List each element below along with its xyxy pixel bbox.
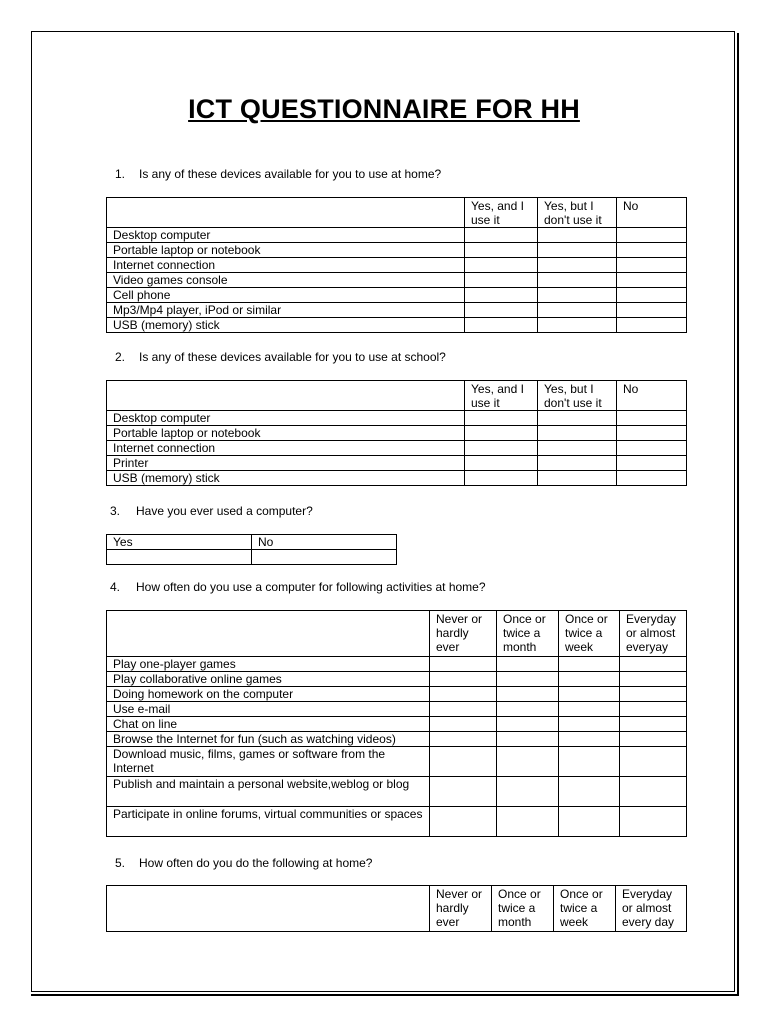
question-1-text: Is any of these devices available for you to use at home? <box>139 167 442 181</box>
answer-cell[interactable] <box>617 456 687 471</box>
answer-cell[interactable] <box>617 288 687 303</box>
row-label: Portable laptop or notebook <box>107 243 465 258</box>
answer-cell[interactable] <box>430 777 497 807</box>
answer-cell[interactable] <box>559 717 620 732</box>
answer-cell[interactable] <box>538 273 617 288</box>
answer-cell[interactable] <box>497 777 559 807</box>
answer-cell[interactable] <box>465 426 538 441</box>
answer-cell[interactable] <box>465 471 538 486</box>
answer-cell[interactable] <box>620 732 687 747</box>
home-activities-table <box>106 885 687 932</box>
header-blank-cell <box>107 886 430 932</box>
no-header-cell: No <box>252 535 397 550</box>
header-cell: Never or hardly ever <box>430 886 492 932</box>
answer-cell[interactable] <box>617 426 687 441</box>
answer-cell[interactable] <box>617 411 687 426</box>
answer-cell[interactable] <box>430 717 497 732</box>
answer-cell[interactable] <box>559 747 620 777</box>
answer-cell[interactable] <box>538 243 617 258</box>
question-3-text: Have you ever used a computer? <box>136 504 313 518</box>
row-label: Cell phone <box>107 288 465 303</box>
answer-cell[interactable] <box>538 456 617 471</box>
row-label: Play one-player games <box>107 657 430 672</box>
question-5-text: How often do you do the following at home? <box>139 856 373 870</box>
answer-cell[interactable] <box>617 303 687 318</box>
answer-cell[interactable] <box>465 243 538 258</box>
header-blank-cell <box>107 198 465 228</box>
header-cell: Yes, but I don't use it <box>538 381 617 411</box>
answer-cell[interactable] <box>620 687 687 702</box>
answer-cell[interactable] <box>559 777 620 807</box>
row-label: Participate in online forums, virtual communities or spaces <box>107 807 430 837</box>
header-cell: Once or twice a month <box>492 886 554 932</box>
row-label: Desktop computer <box>107 411 465 426</box>
answer-cell[interactable] <box>430 807 497 837</box>
row-label: USB (memory) stick <box>107 471 465 486</box>
row-label: Internet connection <box>107 441 465 456</box>
header-cell: Yes, and I use it <box>465 381 538 411</box>
question-5 <box>115 856 372 870</box>
answer-cell[interactable] <box>620 777 687 807</box>
answer-cell[interactable] <box>559 687 620 702</box>
answer-cell[interactable] <box>430 657 497 672</box>
answer-cell[interactable] <box>465 411 538 426</box>
answer-cell[interactable] <box>538 318 617 333</box>
yes-header-cell: Yes <box>107 535 252 550</box>
answer-cell[interactable] <box>617 273 687 288</box>
answer-cell[interactable] <box>465 228 538 243</box>
answer-cell[interactable] <box>465 456 538 471</box>
answer-cell[interactable] <box>538 471 617 486</box>
answer-cell[interactable] <box>465 318 538 333</box>
row-label: Download music, films, games or software from the Internet <box>107 747 430 777</box>
answer-cell[interactable] <box>107 550 252 565</box>
answer-cell[interactable] <box>430 672 497 687</box>
computer-use-table <box>106 534 397 565</box>
answer-cell[interactable] <box>465 258 538 273</box>
row-label: Video games console <box>107 273 465 288</box>
row-label: Browse the Internet for fun (such as watching videos) <box>107 732 430 747</box>
answer-cell[interactable] <box>617 243 687 258</box>
answer-cell[interactable] <box>497 657 559 672</box>
answer-cell[interactable] <box>430 687 497 702</box>
answer-cell[interactable] <box>559 732 620 747</box>
answer-cell[interactable] <box>559 672 620 687</box>
question-2-number: 2. <box>115 350 126 364</box>
answer-cell[interactable] <box>538 228 617 243</box>
question-5-number: 5. <box>115 856 126 870</box>
row-label: Internet connection <box>107 258 465 273</box>
question-2-text: Is any of these devices available for you to use at school? <box>139 350 446 364</box>
page-border-shadow-bottom <box>31 994 738 996</box>
answer-cell[interactable] <box>617 471 687 486</box>
answer-cell[interactable] <box>465 273 538 288</box>
answer-cell[interactable] <box>497 807 559 837</box>
answer-cell[interactable] <box>559 807 620 837</box>
page-title: ICT QUESTIONNAIRE FOR HH <box>188 94 580 124</box>
row-label: Desktop computer <box>107 228 465 243</box>
row-label: USB (memory) stick <box>107 318 465 333</box>
activities-table <box>106 610 687 837</box>
row-label: Printer <box>107 456 465 471</box>
answer-cell[interactable] <box>620 807 687 837</box>
answer-cell[interactable] <box>465 303 538 318</box>
header-cell: No <box>617 381 687 411</box>
answer-cell[interactable] <box>430 747 497 777</box>
header-cell: Once or twice a month <box>497 611 559 657</box>
question-2 <box>115 350 446 364</box>
answer-cell[interactable] <box>538 258 617 273</box>
answer-cell[interactable] <box>620 717 687 732</box>
row-label: Mp3/Mp4 player, iPod or similar <box>107 303 465 318</box>
question-4 <box>110 580 486 594</box>
question-1-number: 1. <box>115 167 126 181</box>
row-label: Chat on line <box>107 717 430 732</box>
answer-cell[interactable] <box>497 732 559 747</box>
answer-cell[interactable] <box>538 288 617 303</box>
question-4-text: How often do you use a computer for following activities at home? <box>136 580 486 594</box>
header-cell: Everyday or almost every day <box>616 886 687 932</box>
answer-cell[interactable] <box>617 228 687 243</box>
answer-cell[interactable] <box>497 687 559 702</box>
question-3 <box>110 504 313 518</box>
answer-cell[interactable] <box>620 672 687 687</box>
header-blank-cell <box>107 381 465 411</box>
header-cell: No <box>617 198 687 228</box>
page-border-shadow-right <box>737 33 739 996</box>
row-label: Publish and maintain a personal website,weblog or blog <box>107 777 430 807</box>
devices-home-table <box>106 197 687 333</box>
header-cell: Never or hardly ever <box>430 611 497 657</box>
answer-cell[interactable] <box>497 672 559 687</box>
question-3-number: 3. <box>110 504 121 518</box>
answer-cell[interactable] <box>538 426 617 441</box>
answer-cell[interactable] <box>497 702 559 717</box>
row-label: Doing homework on the computer <box>107 687 430 702</box>
answer-cell[interactable] <box>620 747 687 777</box>
answer-cell[interactable] <box>620 657 687 672</box>
answer-cell[interactable] <box>617 441 687 456</box>
answer-cell[interactable] <box>497 717 559 732</box>
row-label: Play collaborative online games <box>107 672 430 687</box>
answer-cell[interactable] <box>617 258 687 273</box>
header-cell: Yes, and I use it <box>465 198 538 228</box>
answer-cell[interactable] <box>430 702 497 717</box>
answer-cell[interactable] <box>465 288 538 303</box>
answer-cell[interactable] <box>620 702 687 717</box>
answer-cell[interactable] <box>538 441 617 456</box>
header-cell: Everyday or almost everyay <box>620 611 687 657</box>
answer-cell[interactable] <box>497 747 559 777</box>
answer-cell[interactable] <box>430 732 497 747</box>
question-4-number: 4. <box>110 580 121 594</box>
answer-cell[interactable] <box>465 441 538 456</box>
answer-cell[interactable] <box>252 550 397 565</box>
answer-cell[interactable] <box>559 657 620 672</box>
devices-school-table <box>106 380 687 486</box>
answer-cell[interactable] <box>538 411 617 426</box>
answer-cell[interactable] <box>559 702 620 717</box>
row-label: Portable laptop or notebook <box>107 426 465 441</box>
row-label: Use e-mail <box>107 702 430 717</box>
question-1 <box>115 167 441 181</box>
answer-cell[interactable] <box>538 303 617 318</box>
header-cell: Yes, but I don't use it <box>538 198 617 228</box>
answer-cell[interactable] <box>617 318 687 333</box>
header-cell: Once or twice a week <box>554 886 616 932</box>
header-cell: Once or twice a week <box>559 611 620 657</box>
header-blank-cell <box>107 611 430 657</box>
